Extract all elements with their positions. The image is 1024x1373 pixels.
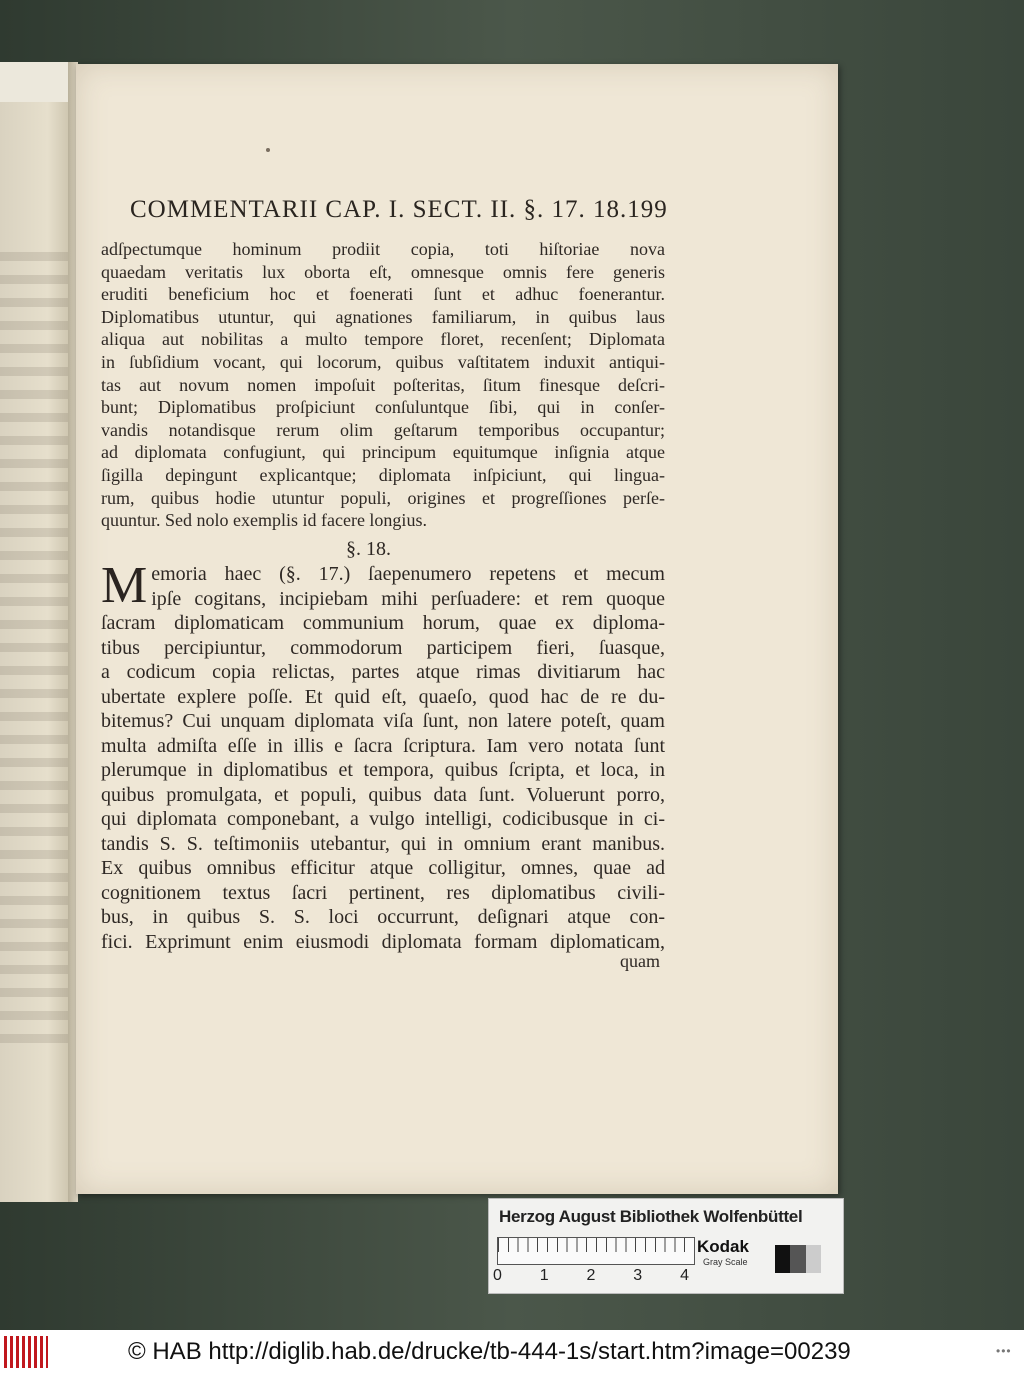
- drop-cap: M: [101, 557, 148, 614]
- paragraph-1: [101, 238, 665, 532]
- scale-ruler: [497, 1237, 695, 1265]
- text-line: a codicum copia relictas, partes atque rimas divitiarum hac: [101, 661, 665, 683]
- swatch-mid: [790, 1245, 805, 1273]
- previous-page-edge: [0, 62, 68, 1202]
- text-line: ubertate explere poſſe. Et quid eſt, quaeſo, quod hac de re du-: [101, 685, 665, 708]
- text-line: plerumque in diplomatibus et tempora, quibus ſcripta, et loca, in: [101, 759, 665, 781]
- text-line: eruditi beneficium hoc et foenerati ſunt et adhuc foenerantur.: [101, 284, 665, 305]
- text-line: vandis notandisque rerum olim geſtarum temporibus occupantur;: [101, 419, 665, 440]
- text-line: tas aut novum nomen impoſuit poſteritas, ſitum finesque deſcri-: [101, 374, 665, 395]
- running-head-title: COMMENTARII CAP. I. SECT. II. §. 17. 18.: [130, 196, 628, 223]
- text-line: bunt; Diplomatibus proſpiciunt conſuluntque ſibi, qui in conſer-: [101, 397, 665, 418]
- paragraph-2: [101, 557, 665, 954]
- previous-page-text-ghost: [0, 252, 68, 1052]
- more-dots-icon: •••: [996, 1344, 1012, 1358]
- text-line-last: quuntur. Sed nolo exemplis id facere longius.: [101, 510, 427, 531]
- library-name: Herzog August Bibliothek Wolfenbüttel: [499, 1207, 803, 1226]
- text-line: Diplomatibus utuntur, qui agnationes familiarum, in quibus laus: [101, 306, 665, 327]
- ruler-number: 2: [586, 1267, 596, 1284]
- page-number: 199: [627, 196, 668, 223]
- text-line: tibus percipiuntur, commodorum participem fieri, ſuasque,: [101, 636, 665, 659]
- footer-bar: [0, 1330, 1024, 1373]
- ruler-number: 0: [493, 1267, 502, 1284]
- swatch-light: [806, 1245, 821, 1273]
- text-line: aliqua aut nobilitas a multo tempore floret, recenſent; Diplomata: [101, 329, 665, 350]
- gray-scale-label: Gray Scale: [703, 1257, 748, 1267]
- ruler-number: 4: [680, 1267, 689, 1284]
- text-line: tandis S. S. teſtimoniis utebantur, qui in omnium erant manibus.: [101, 832, 665, 855]
- text-line: fici. Exprimunt enim eiusmodi diplomata formam diplomaticam,: [101, 930, 665, 953]
- text-line: quibus promulgata, et populi, quibus data ſunt. Voluerunt porro,: [101, 783, 665, 806]
- text-line: bitemus? Cui unquam diplomata viſa ſunt, non latere poteſt, quam: [101, 710, 665, 732]
- ruler-numbers: [493, 1267, 689, 1285]
- ruler-number: 1: [539, 1267, 549, 1284]
- copyright-link[interactable]: © HAB http://diglib.hab.de/drucke/tb-444-1s/start.htm?image=00239: [128, 1338, 851, 1365]
- text-line: quaedam veritatis lux oborta eſt, omnesque omnis fere generis: [101, 261, 665, 282]
- text-line: qui diplomata componebant, a vulgo intelligi, codicibusque in ci-: [101, 808, 665, 830]
- text-line: ipſe cogitans, incipiebam mihi perſuadere: et rem quoque: [151, 587, 665, 610]
- color-target-card: [488, 1198, 844, 1294]
- swatch-dark: [775, 1245, 790, 1273]
- kodak-logo: Kodak: [697, 1237, 749, 1256]
- text-line: emoria haec (§. 17.) ſaepenumero repetens et mecum: [151, 563, 665, 585]
- text-line: ſacram diplomaticam communium horum, quae ex diploma-: [101, 612, 665, 634]
- text-line: adſpectumque hominum prodiit copia, toti hiſtoriae nova: [101, 239, 665, 259]
- text-line: rum, quibus hodie utuntur populi, origines et progreſſiones perſe-: [101, 487, 665, 508]
- text-line: multa admiſta eſſe in illis e ſacra ſcriptura. Iam vero notata ſunt: [101, 734, 665, 757]
- section-heading: §. 18.: [346, 538, 391, 560]
- text-line: ſigilla depingunt explicantque; diplomata inſpiciunt, qui lingua-: [101, 464, 665, 485]
- text-line: in ſubſidium vocant, qui locorum, quibus vaſtitatem induxit antiqui-: [101, 351, 665, 372]
- previous-page-top: [0, 62, 68, 102]
- running-head: [130, 196, 668, 236]
- ruler-ticks: [498, 1238, 694, 1252]
- catchword: quam: [620, 951, 660, 971]
- hab-barcode-logo: [4, 1336, 48, 1368]
- text-line: ad diplomata confugiunt, qui principum equitumque inſignia atque: [101, 442, 665, 463]
- text-line: bus, in quibus S. S. loci occurrunt, deſignari atque con-: [101, 906, 665, 928]
- gray-swatches: [775, 1245, 821, 1273]
- page-speck: [266, 148, 270, 152]
- text-line: cognitionem textus ſacri pertinent, res diplomatibus civili-: [101, 881, 665, 904]
- ruler-number: 3: [633, 1267, 643, 1284]
- text-line: Ex quibus omnibus efficitur atque colligitur, omnes, quae ad: [101, 857, 665, 879]
